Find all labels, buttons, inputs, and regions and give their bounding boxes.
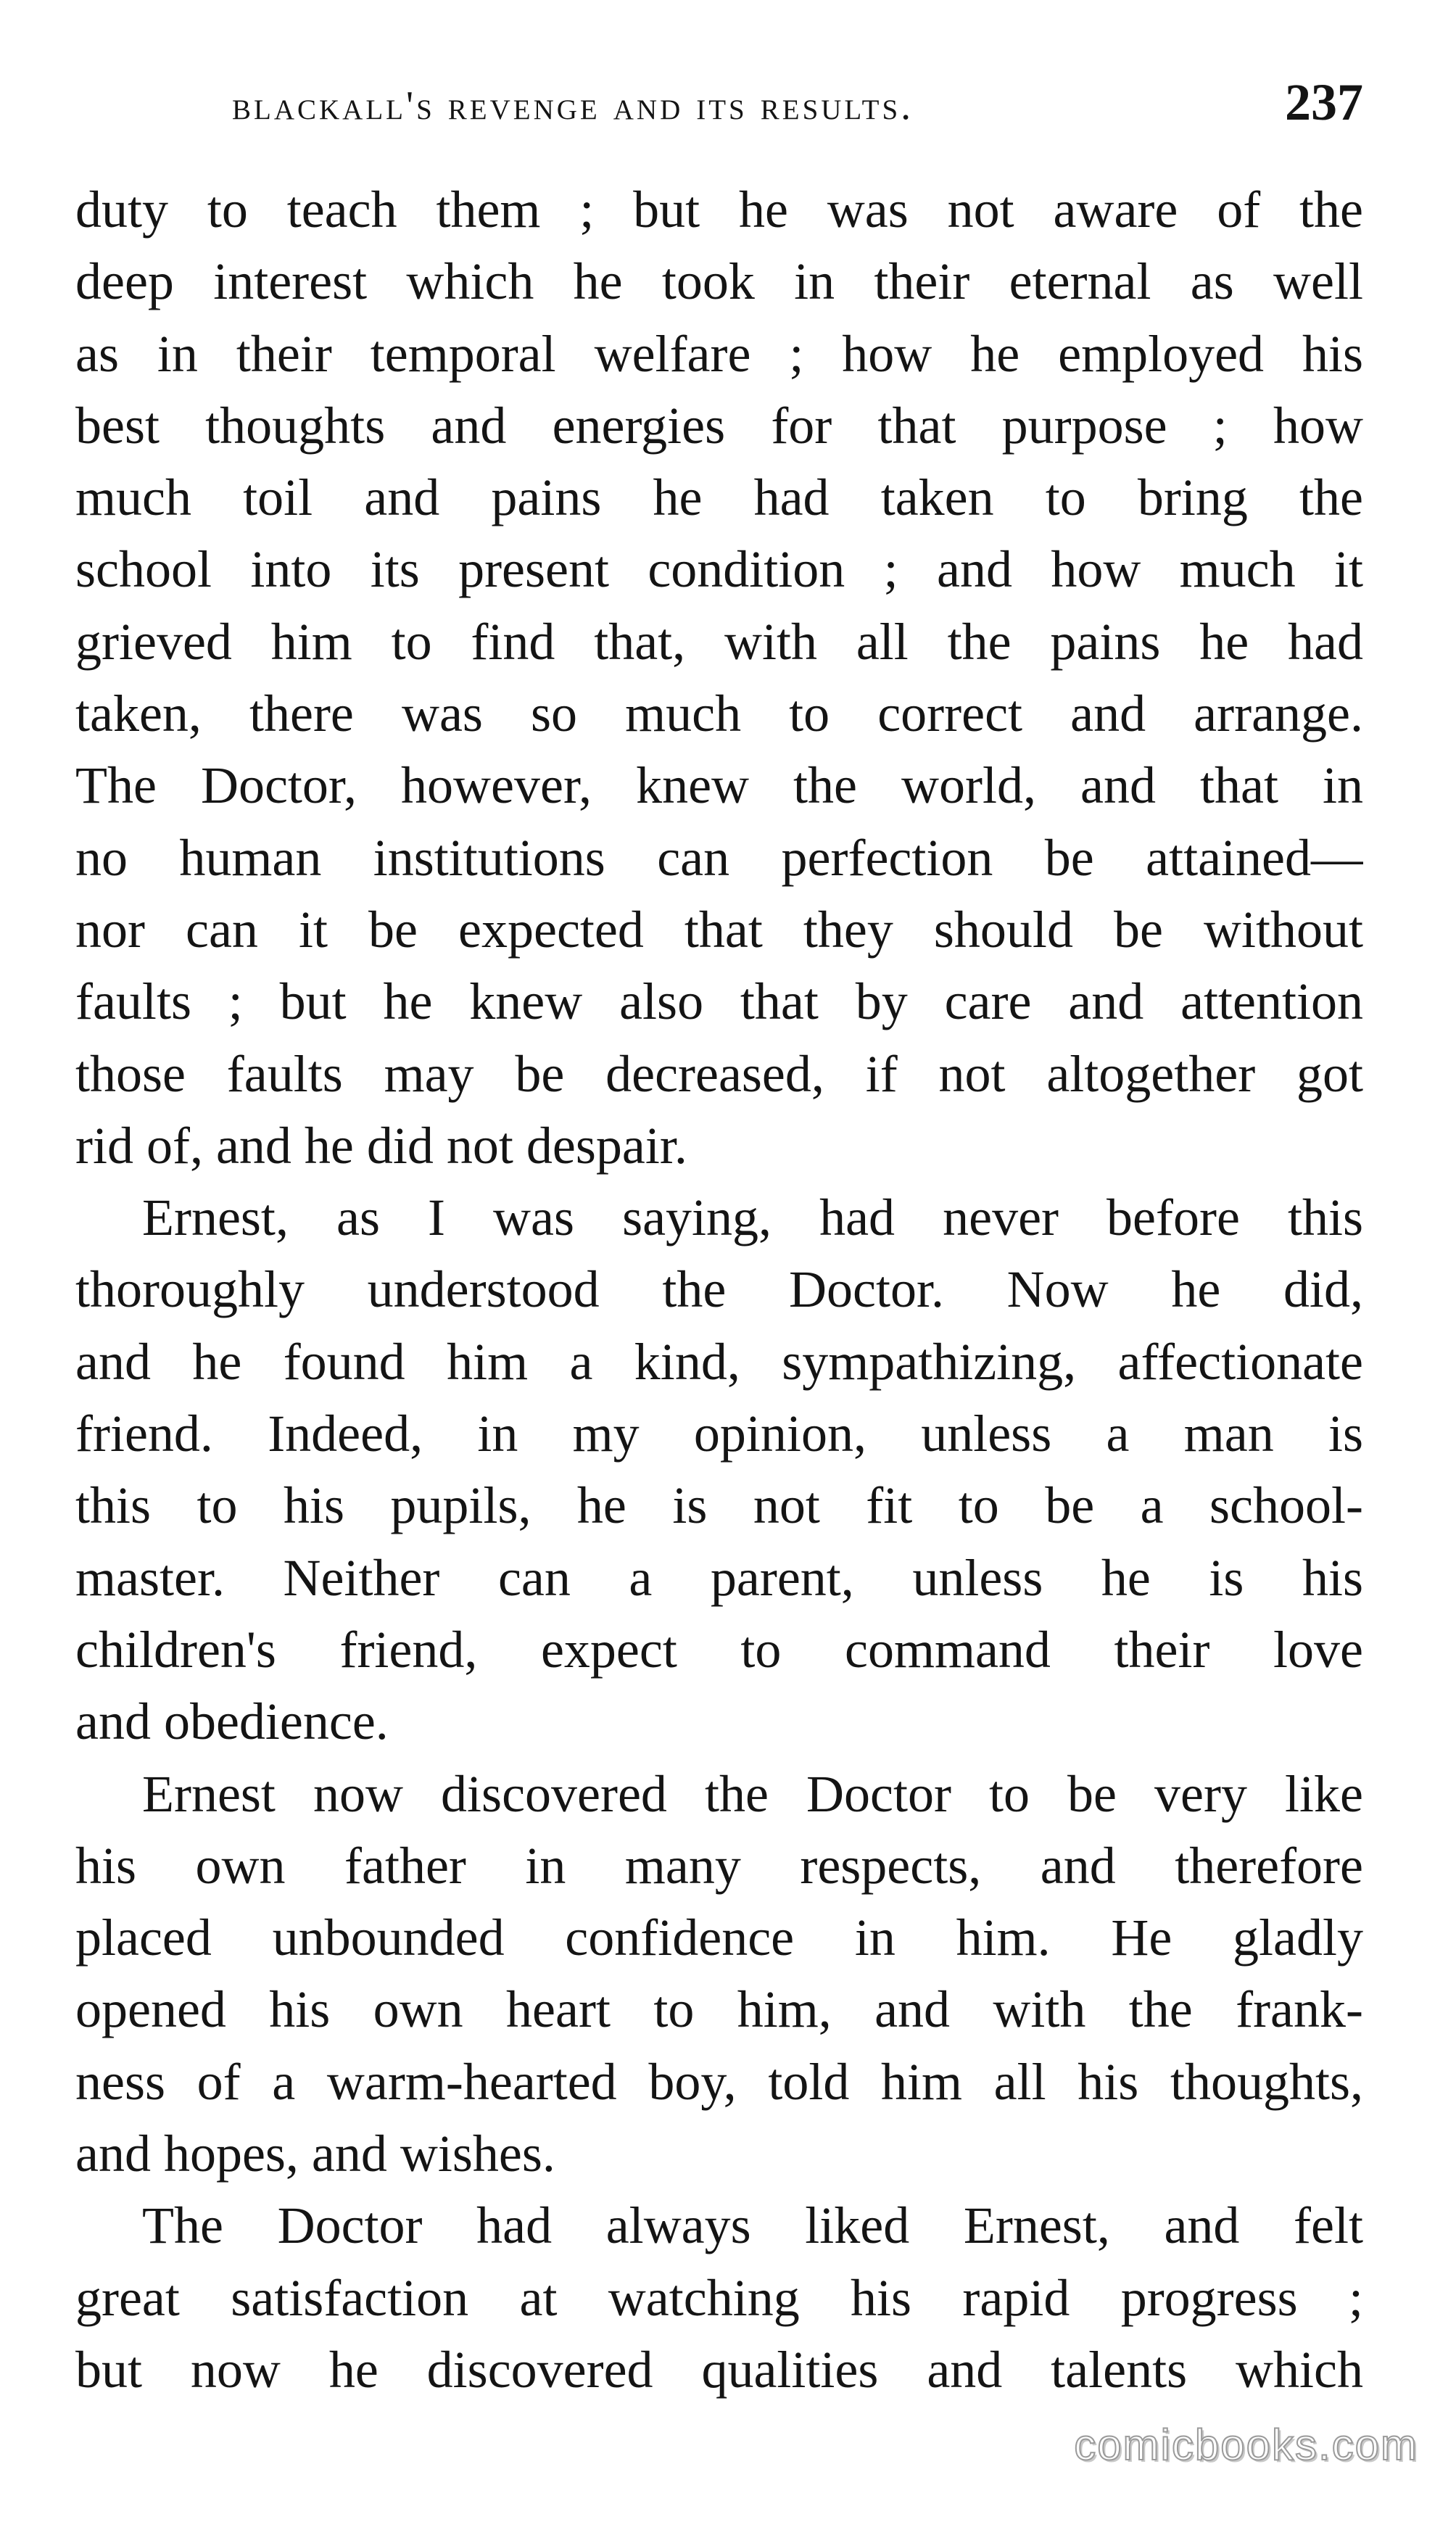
text-line: those faults may be decreased, if not altogether got	[75, 1044, 1363, 1103]
text-line: Ernest, as I was saying, had never before this	[142, 1188, 1363, 1247]
text-line: this to his pupils, he is not fit to be a school-	[75, 1476, 1363, 1535]
text-line: thoroughly understood the Doctor. Now he did,	[75, 1260, 1363, 1319]
text-line: no human institutions can perfection be attained—	[75, 828, 1363, 887]
paragraph	[75, 174, 1363, 1182]
text-line: children's friend, expect to command their love	[75, 1620, 1363, 1679]
text-line: ness of a warm-hearted boy, told him all his thoughts,	[75, 2052, 1363, 2111]
text-line: placed unbounded confidence in him. He gladly	[75, 1909, 1363, 1967]
text-line: great satisfaction at watching his rapid progress ;	[75, 2268, 1363, 2327]
text-line: and hopes, and wishes.	[75, 2125, 555, 2183]
text-line: and obedience.	[75, 1692, 389, 1751]
text-line: best thoughts and energies for that purpose ; how	[75, 396, 1363, 455]
paragraph	[75, 1182, 1363, 1758]
text-line: grieved him to find that, with all the pains he had	[75, 612, 1363, 671]
text-line: much toil and pains he had taken to bring the	[75, 468, 1363, 527]
text-line: master. Neither can a parent, unless he is his	[75, 1548, 1363, 1607]
text-line: as in their temporal welfare ; how he employed his	[75, 324, 1363, 383]
text-line: but now he discovered qualities and talents which	[75, 2340, 1363, 2399]
page-number: 237	[1285, 73, 1363, 131]
text-line: nor can it be expected that they should be without	[75, 900, 1363, 959]
text-line: taken, there was so much to correct and arrange.	[75, 685, 1363, 743]
page-header	[232, 73, 1363, 138]
running-title: blackall's revenge and its results.	[232, 83, 914, 128]
paragraph	[75, 1758, 1363, 2191]
body-text	[75, 174, 1363, 2406]
text-line: friend. Indeed, in my opinion, unless a man is	[75, 1405, 1363, 1463]
text-line: faults ; but he knew also that by care and attention	[75, 972, 1363, 1031]
text-line: his own father in many respects, and therefore	[75, 1836, 1363, 1895]
text-line: The Doctor had always liked Ernest, and felt	[142, 2196, 1363, 2255]
text-line: duty to teach them ; but he was not aware of the	[75, 181, 1363, 239]
text-line: and he found him a kind, sympathizing, affectionate	[75, 1332, 1363, 1391]
text-line: Ernest now discovered the Doctor to be very like	[142, 1764, 1363, 1823]
text-line: The Doctor, however, knew the world, and that in	[75, 756, 1363, 815]
text-line: school into its present condition ; and how much it	[75, 540, 1363, 599]
text-line: rid of, and he did not despair.	[75, 1116, 687, 1175]
text-line: opened his own heart to him, and with the frank-	[75, 1980, 1363, 2039]
watermark-logo: comicbooks.com	[1074, 2420, 1418, 2469]
paragraph	[75, 2190, 1363, 2406]
text-line: deep interest which he took in their eternal as well	[75, 252, 1363, 311]
